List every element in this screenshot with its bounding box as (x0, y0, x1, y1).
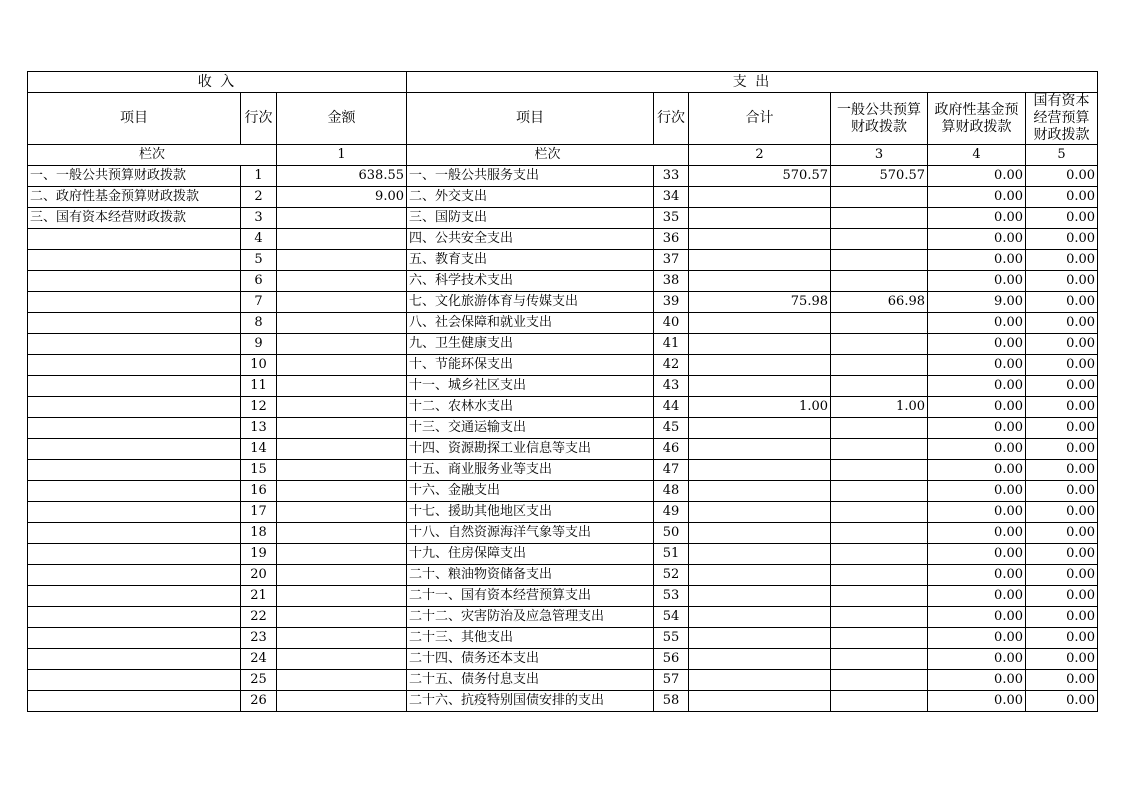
table-row (28, 418, 1098, 439)
col-gov-fund: 政府性基金预算财政拨款 (928, 93, 1026, 145)
expense-row-cell: 56 (654, 649, 689, 670)
income-amount-cell (277, 334, 407, 355)
expense-row-cell: 46 (654, 439, 689, 460)
income-amount-cell: 9.00 (277, 187, 407, 208)
gov-fund-cell: 0.00 (928, 439, 1026, 460)
total-cell (689, 565, 831, 586)
total-cell (689, 460, 831, 481)
income-row-cell: 13 (241, 418, 277, 439)
income-amount-cell (277, 670, 407, 691)
income-amount-cell (277, 376, 407, 397)
table-row (28, 649, 1098, 670)
income-row-cell: 11 (241, 376, 277, 397)
table-row (28, 523, 1098, 544)
expense-row-cell: 50 (654, 523, 689, 544)
income-row-cell: 14 (241, 439, 277, 460)
table-row (28, 565, 1098, 586)
state-capital-cell: 0.00 (1026, 187, 1098, 208)
expense-row-cell: 58 (654, 691, 689, 712)
income-amount-cell (277, 481, 407, 502)
col-index-label-right: 栏次 (407, 145, 689, 166)
state-capital-cell: 0.00 (1026, 628, 1098, 649)
col-expense-row: 行次 (654, 93, 689, 145)
expense-item-cell: 五、教育支出 (407, 250, 654, 271)
income-amount-cell: 638.55 (277, 166, 407, 187)
expense-row-cell: 39 (654, 292, 689, 313)
state-capital-cell: 0.00 (1026, 355, 1098, 376)
expense-row-cell: 40 (654, 313, 689, 334)
total-cell (689, 376, 831, 397)
income-item-cell (28, 334, 241, 355)
expense-item-cell: 二十一、国有资本经营预算支出 (407, 586, 654, 607)
income-item-cell (28, 292, 241, 313)
income-item-cell (28, 670, 241, 691)
income-row-cell: 5 (241, 250, 277, 271)
expense-row-cell: 38 (654, 271, 689, 292)
expense-row-cell: 41 (654, 334, 689, 355)
state-capital-cell: 0.00 (1026, 481, 1098, 502)
general-budget-cell (831, 502, 928, 523)
state-capital-cell: 0.00 (1026, 418, 1098, 439)
col-income-row: 行次 (241, 93, 277, 145)
total-cell (689, 334, 831, 355)
total-cell (689, 187, 831, 208)
table-row (28, 439, 1098, 460)
col-index-5: 5 (1026, 145, 1098, 166)
general-budget-cell (831, 691, 928, 712)
expense-item-cell: 六、科学技术支出 (407, 271, 654, 292)
expense-item-cell: 十五、商业服务业等支出 (407, 460, 654, 481)
expense-item-cell: 二十二、灾害防治及应急管理支出 (407, 607, 654, 628)
total-cell (689, 271, 831, 292)
expense-item-cell: 十八、自然资源海洋气象等支出 (407, 523, 654, 544)
income-row-cell: 24 (241, 649, 277, 670)
total-cell (689, 649, 831, 670)
income-item-cell (28, 397, 241, 418)
table-row (28, 460, 1098, 481)
state-capital-cell: 0.00 (1026, 649, 1098, 670)
general-budget-cell (831, 565, 928, 586)
income-row-cell: 4 (241, 229, 277, 250)
expense-item-cell: 十四、资源勘探工业信息等支出 (407, 439, 654, 460)
total-cell (689, 313, 831, 334)
income-amount-cell (277, 271, 407, 292)
state-capital-cell: 0.00 (1026, 271, 1098, 292)
gov-fund-cell: 0.00 (928, 313, 1026, 334)
income-amount-cell (277, 502, 407, 523)
income-amount-cell (277, 355, 407, 376)
gov-fund-cell: 0.00 (928, 229, 1026, 250)
expense-item-cell: 九、卫生健康支出 (407, 334, 654, 355)
expense-row-cell: 33 (654, 166, 689, 187)
gov-fund-cell: 0.00 (928, 418, 1026, 439)
general-budget-cell (831, 250, 928, 271)
income-amount-cell (277, 397, 407, 418)
expense-row-cell: 37 (654, 250, 689, 271)
expense-row-cell: 57 (654, 670, 689, 691)
total-cell (689, 481, 831, 502)
col-income-amount: 金额 (277, 93, 407, 145)
gov-fund-cell: 0.00 (928, 670, 1026, 691)
column-number-row (28, 145, 1098, 166)
general-budget-cell (831, 586, 928, 607)
gov-fund-cell: 0.00 (928, 397, 1026, 418)
income-amount-cell (277, 607, 407, 628)
expense-row-cell: 47 (654, 460, 689, 481)
table-row (28, 229, 1098, 250)
gov-fund-cell: 0.00 (928, 649, 1026, 670)
state-capital-cell: 0.00 (1026, 439, 1098, 460)
income-row-cell: 3 (241, 208, 277, 229)
income-amount-cell (277, 649, 407, 670)
income-item-cell (28, 586, 241, 607)
income-item-cell (28, 229, 241, 250)
general-budget-cell (831, 271, 928, 292)
expense-item-cell: 十九、住房保障支出 (407, 544, 654, 565)
state-capital-cell: 0.00 (1026, 166, 1098, 187)
col-index-label-left: 栏次 (28, 145, 277, 166)
expense-item-cell: 十三、交通运输支出 (407, 418, 654, 439)
gov-fund-cell: 0.00 (928, 355, 1026, 376)
general-budget-cell (831, 439, 928, 460)
expense-item-cell: 三、国防支出 (407, 208, 654, 229)
income-row-cell: 23 (241, 628, 277, 649)
income-row-cell: 9 (241, 334, 277, 355)
table-row (28, 607, 1098, 628)
expense-item-cell: 二十、粮油物资储备支出 (407, 565, 654, 586)
state-capital-cell: 0.00 (1026, 502, 1098, 523)
table-row (28, 187, 1098, 208)
expense-row-cell: 55 (654, 628, 689, 649)
general-budget-cell (831, 376, 928, 397)
income-row-cell: 25 (241, 670, 277, 691)
col-index-4: 4 (928, 145, 1026, 166)
state-capital-cell: 0.00 (1026, 460, 1098, 481)
income-item-cell (28, 523, 241, 544)
expense-item-cell: 七、文化旅游体育与传媒支出 (407, 292, 654, 313)
table-row (28, 502, 1098, 523)
general-budget-cell: 66.98 (831, 292, 928, 313)
income-item-cell (28, 628, 241, 649)
income-item-cell: 一、一般公共预算财政拨款 (28, 166, 241, 187)
income-item-cell (28, 607, 241, 628)
total-cell (689, 544, 831, 565)
expense-item-cell: 一、一般公共服务支出 (407, 166, 654, 187)
total-cell (689, 208, 831, 229)
state-capital-cell: 0.00 (1026, 208, 1098, 229)
total-cell: 570.57 (689, 166, 831, 187)
col-index-2: 2 (689, 145, 831, 166)
income-item-cell (28, 250, 241, 271)
col-index-1: 1 (277, 145, 407, 166)
table-row (28, 670, 1098, 691)
income-amount-cell (277, 229, 407, 250)
general-budget-cell (831, 481, 928, 502)
income-row-cell: 2 (241, 187, 277, 208)
gov-fund-cell: 0.00 (928, 607, 1026, 628)
income-amount-cell (277, 565, 407, 586)
income-item-cell (28, 649, 241, 670)
general-budget-cell (831, 355, 928, 376)
expense-item-cell: 十七、援助其他地区支出 (407, 502, 654, 523)
expense-row-cell: 53 (654, 586, 689, 607)
income-item-cell (28, 376, 241, 397)
expense-row-cell: 42 (654, 355, 689, 376)
income-item-cell (28, 439, 241, 460)
gov-fund-cell: 0.00 (928, 628, 1026, 649)
gov-fund-cell: 0.00 (928, 166, 1026, 187)
income-row-cell: 20 (241, 565, 277, 586)
col-index-3: 3 (831, 145, 928, 166)
income-row-cell: 18 (241, 523, 277, 544)
income-section-title: 收 入 (28, 72, 407, 93)
general-budget-cell (831, 187, 928, 208)
expense-item-cell: 二十三、其他支出 (407, 628, 654, 649)
expense-row-cell: 34 (654, 187, 689, 208)
general-budget-cell (831, 523, 928, 544)
table-row (28, 376, 1098, 397)
gov-fund-cell: 0.00 (928, 481, 1026, 502)
general-budget-cell (831, 313, 928, 334)
gov-fund-cell: 0.00 (928, 376, 1026, 397)
gov-fund-cell: 0.00 (928, 691, 1026, 712)
general-budget-cell (831, 670, 928, 691)
col-total: 合计 (689, 93, 831, 145)
column-header-row (28, 93, 1098, 145)
income-row-cell: 19 (241, 544, 277, 565)
state-capital-cell: 0.00 (1026, 565, 1098, 586)
table-row (28, 208, 1098, 229)
total-cell (689, 628, 831, 649)
table-row (28, 271, 1098, 292)
income-row-cell: 16 (241, 481, 277, 502)
state-capital-cell: 0.00 (1026, 691, 1098, 712)
income-item-cell (28, 418, 241, 439)
income-item-cell (28, 460, 241, 481)
table-row (28, 166, 1098, 187)
income-amount-cell (277, 439, 407, 460)
general-budget-cell (831, 334, 928, 355)
gov-fund-cell: 0.00 (928, 187, 1026, 208)
state-capital-cell: 0.00 (1026, 397, 1098, 418)
income-amount-cell (277, 460, 407, 481)
expense-item-cell: 八、社会保障和就业支出 (407, 313, 654, 334)
table-row (28, 691, 1098, 712)
expense-section-title: 支 出 (407, 72, 1098, 93)
income-row-cell: 8 (241, 313, 277, 334)
expense-item-cell: 二十六、抗疫特别国债安排的支出 (407, 691, 654, 712)
income-row-cell: 22 (241, 607, 277, 628)
gov-fund-cell: 9.00 (928, 292, 1026, 313)
general-budget-cell (831, 628, 928, 649)
gov-fund-cell: 0.00 (928, 334, 1026, 355)
total-cell (689, 229, 831, 250)
expense-row-cell: 43 (654, 376, 689, 397)
income-amount-cell (277, 313, 407, 334)
state-capital-cell: 0.00 (1026, 334, 1098, 355)
income-item-cell (28, 565, 241, 586)
total-cell (689, 439, 831, 460)
general-budget-cell: 570.57 (831, 166, 928, 187)
gov-fund-cell: 0.00 (928, 250, 1026, 271)
total-cell (689, 586, 831, 607)
income-item-cell (28, 481, 241, 502)
total-cell (689, 250, 831, 271)
expense-item-cell: 二十五、债务付息支出 (407, 670, 654, 691)
income-amount-cell (277, 250, 407, 271)
general-budget-cell (831, 460, 928, 481)
state-capital-cell: 0.00 (1026, 670, 1098, 691)
general-budget-cell (831, 208, 928, 229)
income-row-cell: 15 (241, 460, 277, 481)
expense-row-cell: 36 (654, 229, 689, 250)
state-capital-cell: 0.00 (1026, 376, 1098, 397)
state-capital-cell: 0.00 (1026, 523, 1098, 544)
income-row-cell: 1 (241, 166, 277, 187)
table-row (28, 334, 1098, 355)
expense-item-cell: 十二、农林水支出 (407, 397, 654, 418)
total-cell (689, 523, 831, 544)
income-item-cell (28, 313, 241, 334)
expense-item-cell: 十、节能环保支出 (407, 355, 654, 376)
col-state-capital: 国有资本经营预算财政拨款 (1026, 93, 1098, 145)
total-cell (689, 502, 831, 523)
gov-fund-cell: 0.00 (928, 586, 1026, 607)
general-budget-cell (831, 229, 928, 250)
income-item-cell (28, 544, 241, 565)
table-row (28, 355, 1098, 376)
gov-fund-cell: 0.00 (928, 208, 1026, 229)
income-row-cell: 6 (241, 271, 277, 292)
income-row-cell: 12 (241, 397, 277, 418)
expense-item-cell: 十一、城乡社区支出 (407, 376, 654, 397)
total-cell (689, 670, 831, 691)
state-capital-cell: 0.00 (1026, 586, 1098, 607)
expense-item-cell: 十六、金融支出 (407, 481, 654, 502)
general-budget-cell (831, 607, 928, 628)
income-amount-cell (277, 523, 407, 544)
gov-fund-cell: 0.00 (928, 544, 1026, 565)
table-row (28, 544, 1098, 565)
expense-row-cell: 51 (654, 544, 689, 565)
table-row (28, 313, 1098, 334)
gov-fund-cell: 0.00 (928, 523, 1026, 544)
income-amount-cell (277, 544, 407, 565)
table-row (28, 586, 1098, 607)
expense-item-cell: 二、外交支出 (407, 187, 654, 208)
income-item-cell (28, 271, 241, 292)
col-expense-item: 项目 (407, 93, 654, 145)
col-income-item: 项目 (28, 93, 241, 145)
table-row (28, 292, 1098, 313)
expense-row-cell: 45 (654, 418, 689, 439)
income-row-cell: 17 (241, 502, 277, 523)
expense-row-cell: 35 (654, 208, 689, 229)
income-item-cell (28, 355, 241, 376)
general-budget-cell: 1.00 (831, 397, 928, 418)
state-capital-cell: 0.00 (1026, 607, 1098, 628)
section-header-row (28, 72, 1098, 93)
income-item-cell (28, 502, 241, 523)
income-amount-cell (277, 586, 407, 607)
table-body (28, 166, 1098, 712)
income-row-cell: 21 (241, 586, 277, 607)
income-row-cell: 26 (241, 691, 277, 712)
table-row (28, 250, 1098, 271)
state-capital-cell: 0.00 (1026, 229, 1098, 250)
income-amount-cell (277, 418, 407, 439)
total-cell (689, 607, 831, 628)
gov-fund-cell: 0.00 (928, 460, 1026, 481)
expense-row-cell: 44 (654, 397, 689, 418)
table-row (28, 397, 1098, 418)
table-row (28, 481, 1098, 502)
general-budget-cell (831, 649, 928, 670)
expense-item-cell: 四、公共安全支出 (407, 229, 654, 250)
expense-row-cell: 48 (654, 481, 689, 502)
state-capital-cell: 0.00 (1026, 544, 1098, 565)
income-item-cell (28, 691, 241, 712)
gov-fund-cell: 0.00 (928, 565, 1026, 586)
general-budget-cell (831, 544, 928, 565)
income-amount-cell (277, 292, 407, 313)
gov-fund-cell: 0.00 (928, 271, 1026, 292)
total-cell: 1.00 (689, 397, 831, 418)
general-budget-cell (831, 418, 928, 439)
expense-row-cell: 54 (654, 607, 689, 628)
table-row (28, 628, 1098, 649)
col-general-budget: 一般公共预算财政拨款 (831, 93, 928, 145)
income-row-cell: 7 (241, 292, 277, 313)
total-cell: 75.98 (689, 292, 831, 313)
expense-row-cell: 52 (654, 565, 689, 586)
income-item-cell: 三、国有资本经营财政拨款 (28, 208, 241, 229)
total-cell (689, 418, 831, 439)
budget-table (27, 71, 1098, 712)
expense-row-cell: 49 (654, 502, 689, 523)
income-amount-cell (277, 628, 407, 649)
income-amount-cell (277, 691, 407, 712)
income-amount-cell (277, 208, 407, 229)
state-capital-cell: 0.00 (1026, 292, 1098, 313)
total-cell (689, 691, 831, 712)
total-cell (689, 355, 831, 376)
state-capital-cell: 0.00 (1026, 313, 1098, 334)
expense-item-cell: 二十四、债务还本支出 (407, 649, 654, 670)
income-item-cell: 二、政府性基金预算财政拨款 (28, 187, 241, 208)
state-capital-cell: 0.00 (1026, 250, 1098, 271)
gov-fund-cell: 0.00 (928, 502, 1026, 523)
income-row-cell: 10 (241, 355, 277, 376)
